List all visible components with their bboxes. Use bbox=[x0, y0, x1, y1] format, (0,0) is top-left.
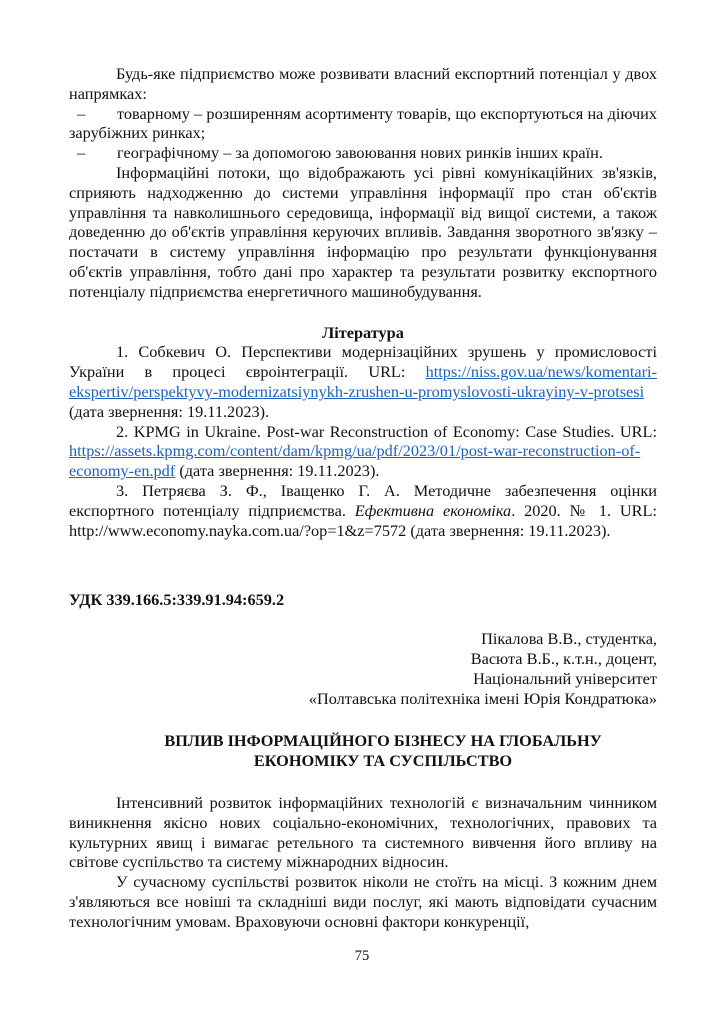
article-body bbox=[69, 793, 657, 932]
bullet-text: географічному – за допомогою завоювання нових ринків інших країн. bbox=[117, 143, 603, 163]
article-title-line-2: ЕКОНОМІКУ ТА СУСПІЛЬСТВО bbox=[253, 751, 513, 771]
journal-name: Ефективна економіка bbox=[354, 500, 512, 520]
reference-text: 3. Петряєва З. Ф., Іващенко Г. А. Методичне забезпечення оцінки експортного потенціалу підприємства. bbox=[69, 480, 657, 520]
dash-marker: – bbox=[77, 103, 86, 123]
reference-text: 2. KPMG in Ukraine. Post-war Reconstruction of Economy: Case Studies. URL: bbox=[116, 421, 657, 441]
article-title bbox=[69, 731, 657, 771]
reference-item-3 bbox=[69, 481, 657, 540]
reference-text: 1. Собкевич О. Перспективи модернізаційних зрушень у промисловості України в процесі євроінтеграції. URL: bbox=[69, 342, 657, 382]
author-2: Васюта В.Б., к.т.н., доцент, bbox=[470, 648, 657, 668]
body-paragraph: У сучасному суспільстві розвиток ніколи не стоїть на місці. З кожним днем з'являються все новіші та складніші види послуг, які мають відповідати сучасним технологічним умовам. Враховуючи основні фактори конкуренції, bbox=[69, 872, 657, 931]
author-block bbox=[69, 629, 657, 708]
bullet-item bbox=[69, 143, 657, 163]
body-paragraph: Інтенсивний розвиток інформаційних технологій є визначальним чинником виникнення якісно нових соціально-економічних, технологічних, правових та культурних явищ і вимагає ретельного та системного вивчення його впливу на світове суспільство та систему міжнародних відносин. bbox=[69, 792, 657, 872]
reference-access-date: (дата звернення: 19.11.2023). bbox=[175, 461, 380, 481]
reference-access-date: . 2020. № 1. URL: http://www.economy.nayka.com.ua/?op=1&z=7572 (дата звернення: 19.11.2023). bbox=[69, 500, 657, 540]
udk-code: УДК 339.166.5:339.91.94:659.2 bbox=[69, 590, 285, 610]
page-number: 75 bbox=[354, 948, 370, 964]
article-title-line-1: ВПЛИВ ІНФОРМАЦІЙНОГО БІЗНЕСУ НА ГЛОБАЛЬНУ bbox=[164, 731, 602, 751]
reference-link-2[interactable]: https://assets.kpmg.com/content/dam/kpmg/ua/pdf/2023/01/post-war-reconstruction-of-economy-en.pdf bbox=[69, 441, 641, 481]
literature-heading: Література bbox=[322, 322, 404, 342]
reference-item-2 bbox=[69, 422, 657, 481]
document-page bbox=[69, 64, 657, 931]
dash-marker: – bbox=[77, 143, 86, 163]
author-1: Пікалова В.В., студентка, bbox=[481, 629, 657, 649]
affiliation-line-2: «Полтавська політехніка імені Юрія Кондратюка» bbox=[308, 688, 657, 708]
bullet-text: товарному – розширенням асортименту товарів, що експортуються на діючих зарубіжних ринках; bbox=[69, 103, 657, 143]
reference-link-1[interactable]: https://niss.gov.ua/news/komentari-ekspertiv/perspektyvy-modernizatsiynykh-zrushen-u-promyslovosti-ukrayiny-v-protsesi bbox=[69, 362, 657, 401]
info-flows-paragraph: Інформаційні потоки, що відображають усі рівні комунікаційних зв'язків, сприяють надходженню до системи управління інформації про стан об'єктів управління та навколишнього середовища, інформації від вищої системи, а також доведенню до об'єктів управління керуючих впливів. Завдання зворотного зв'язку – постачати в систему управління інформацію про результати функціонування об'єктів управління, тобто дані про характер та результати розвитку експортного потенціалу підприємства енергетичного машинобудування. bbox=[69, 162, 657, 301]
reference-access-date: (дата звернення: 19.11.2023). bbox=[69, 401, 270, 421]
intro-paragraph: Будь-яке підприємство може розвивати власний експортний потенціал у двох напрямках: bbox=[69, 64, 657, 103]
reference-item-1 bbox=[69, 342, 657, 421]
affiliation-line-1: Національний університет bbox=[473, 668, 657, 688]
bullet-item bbox=[69, 104, 657, 144]
